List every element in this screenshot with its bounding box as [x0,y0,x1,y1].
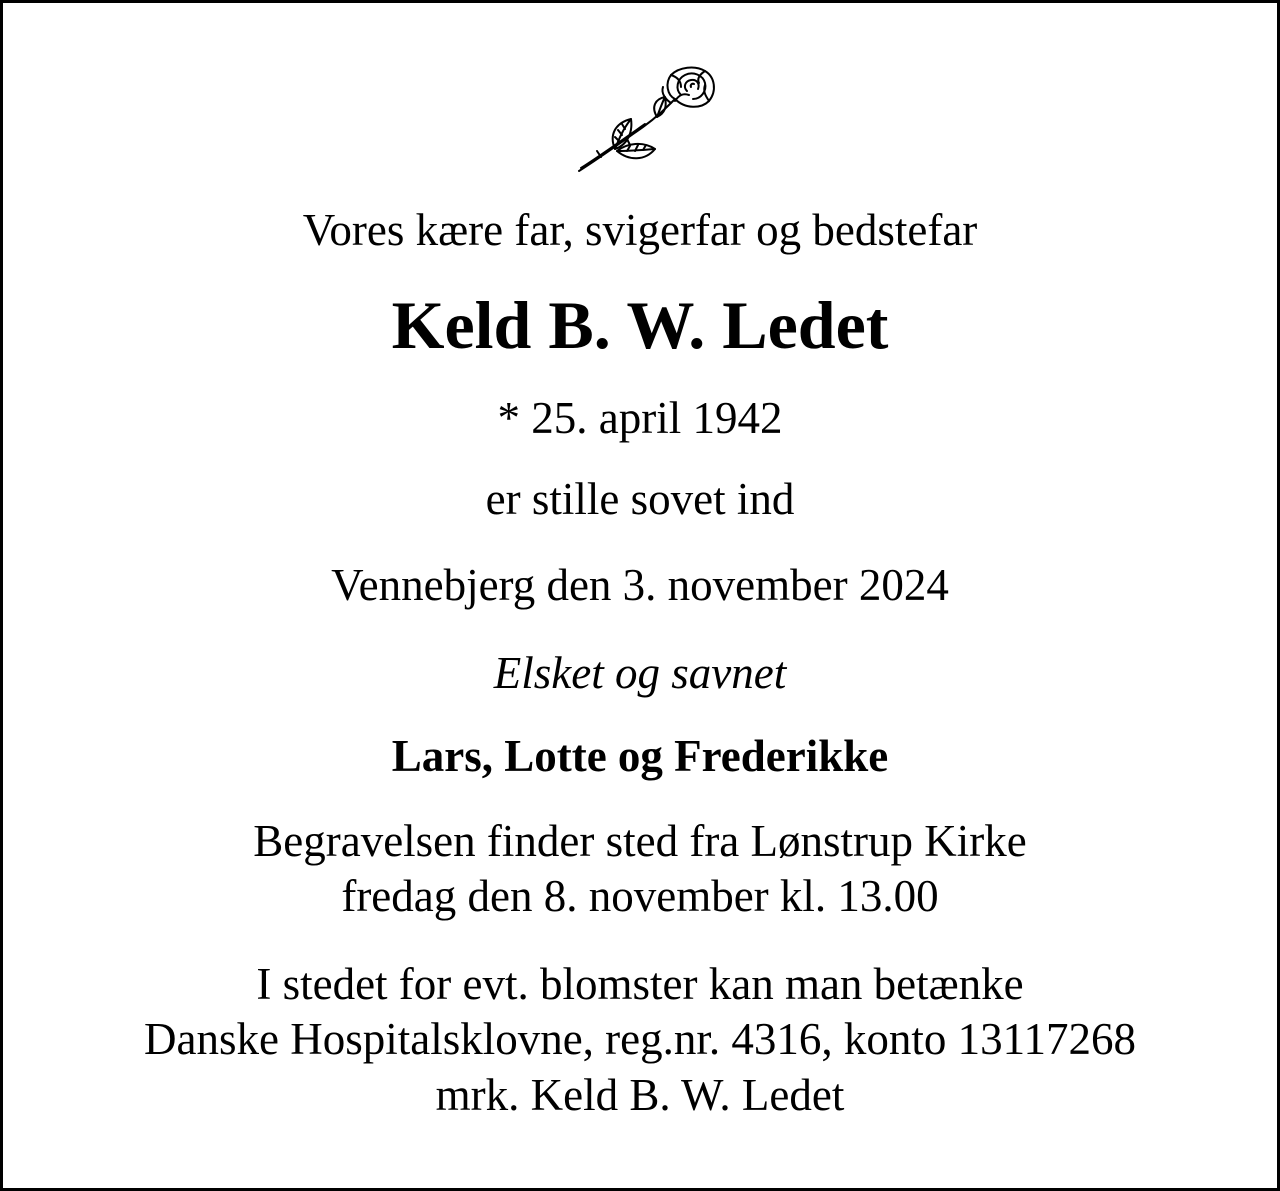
intro-line: Vores kære far, svigerfar og bedstefar [302,205,978,255]
place-and-date: Vennebjerg den 3. november 2024 [331,560,949,610]
deceased-name: Keld B. W. Ledet [391,287,889,363]
funeral-line: fredag den 8. november kl. 13.00 [341,871,939,921]
donation-line: I stedet for evt. blomster kan man betænke [256,959,1024,1009]
family-names: Lars, Lotte og Frederikke [391,731,889,781]
rose-icon [571,65,719,177]
loved-line: Elsket og savnet [493,648,787,698]
passing-line: er stille sovet ind [485,474,795,524]
birth-date: * 25. april 1942 [497,393,783,443]
donation-line: Danske Hospitalsklovne, reg.nr. 4316, konto 13117268 [144,1014,1136,1064]
donation-line: mrk. Keld B. W. Ledet [435,1070,845,1120]
funeral-line: Begravelsen finder sted fra Lønstrup Kirke [253,816,1027,866]
